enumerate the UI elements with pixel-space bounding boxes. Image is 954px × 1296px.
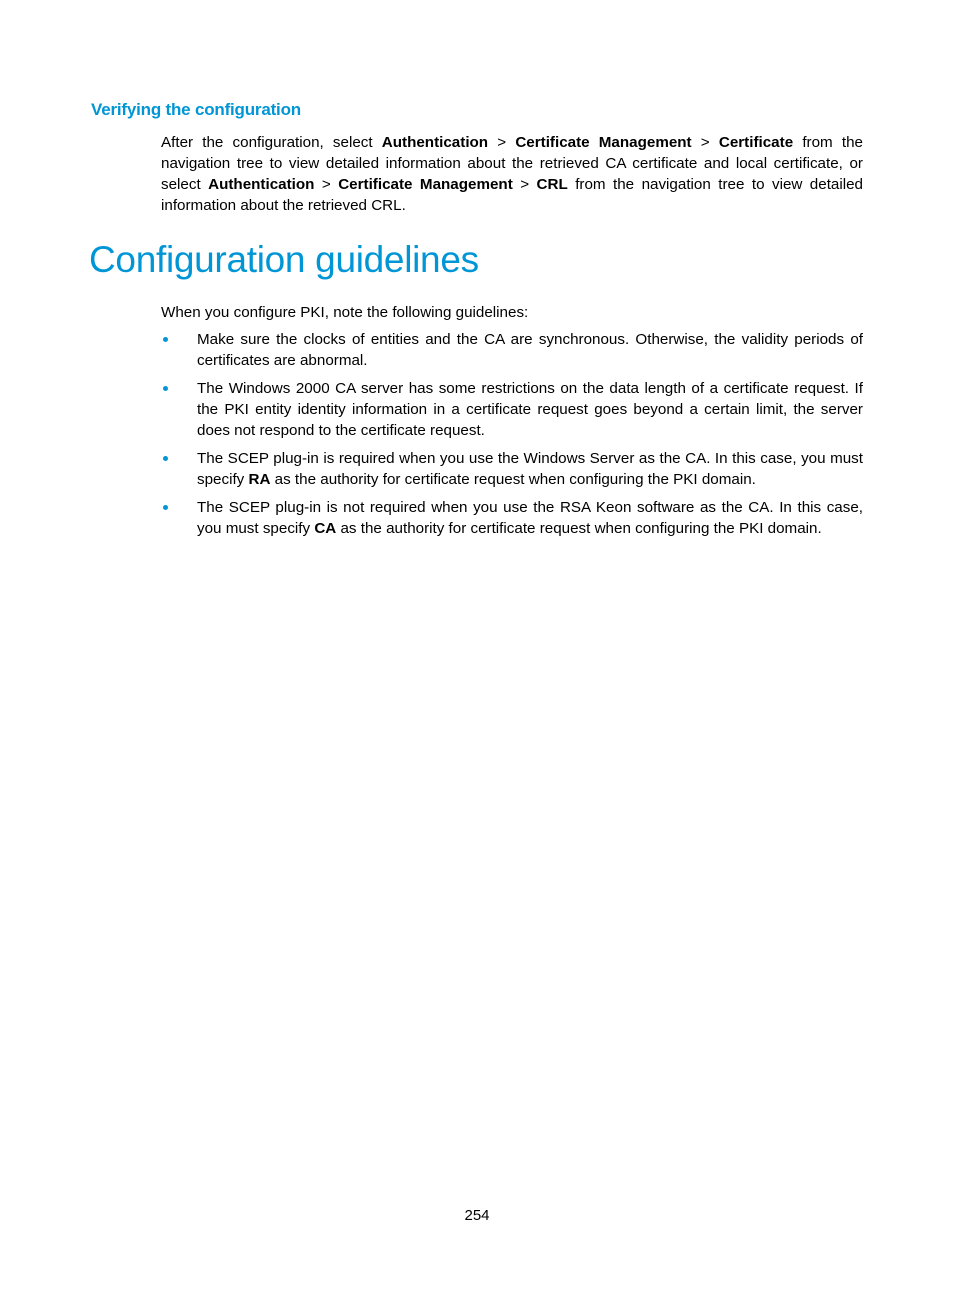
intro-text: from the navigation tree to view detailed information about the retrieved CRL. bbox=[161, 176, 864, 214]
list-item-text: Make sure the clocks of entities and the CA are synchronous. Otherwise, the validity periods of certificates are abnormal. bbox=[197, 331, 863, 369]
list-item bbox=[161, 329, 863, 371]
list-item bbox=[161, 448, 863, 490]
nav-term-certificate-management: Certificate Management bbox=[338, 176, 513, 193]
intro-text: > bbox=[488, 134, 516, 151]
list-item-text: The Windows 2000 CA server has some restrictions on the data length of a certificate request. If the PKI entity identity information in a certificate request goes beyond a certain limit, the server does not respond to the certificate request. bbox=[197, 380, 863, 439]
guidelines-lead: When you configure PKI, note the following guidelines: bbox=[161, 304, 529, 321]
list-item-text bbox=[197, 499, 863, 537]
nav-term-certificate-management: Certificate Management bbox=[515, 134, 692, 151]
bullet-icon bbox=[163, 337, 168, 342]
bullet-icon bbox=[163, 386, 168, 391]
intro-text: After the configuration, select bbox=[161, 134, 382, 151]
list-item bbox=[161, 497, 863, 539]
nav-term-authentication: Authentication bbox=[208, 176, 315, 193]
nav-term-crl: CRL bbox=[536, 176, 568, 193]
list-item-text-pre: The SCEP plug-in is not required when you use the RSA Keon software as the CA. In this case, you must specify bbox=[197, 499, 863, 537]
intro-text: > bbox=[512, 176, 537, 193]
guidelines-list bbox=[161, 329, 863, 546]
intro-text: from the navigation tree to view detailed information about the retrieved CA certificate and local certificate, or select bbox=[161, 134, 863, 193]
section-subheading: Verifying the configuration bbox=[91, 100, 301, 119]
list-item-text-post: as the authority for certificate request when configuring the PKI domain. bbox=[336, 520, 822, 537]
page-heading: Configuration guidelines bbox=[89, 239, 479, 280]
intro-text: > bbox=[314, 176, 339, 193]
term-ca: CA bbox=[314, 520, 337, 537]
list-item-text-post: as the authority for certificate request when configuring the PKI domain. bbox=[270, 471, 756, 488]
page-number: 254 bbox=[464, 1207, 490, 1224]
list-item-text-pre: The SCEP plug-in is required when you use the Windows Server as the CA. In this case, you must specify bbox=[197, 450, 863, 488]
nav-term-certificate: Certificate bbox=[718, 134, 794, 151]
list-item-text bbox=[197, 450, 863, 488]
list-item bbox=[161, 378, 863, 441]
nav-term-authentication: Authentication bbox=[381, 134, 489, 151]
bullet-icon bbox=[163, 505, 168, 510]
intro-paragraph bbox=[161, 132, 863, 216]
intro-text: > bbox=[691, 134, 719, 151]
term-ra: RA bbox=[248, 471, 271, 488]
bullet-icon bbox=[163, 456, 168, 461]
